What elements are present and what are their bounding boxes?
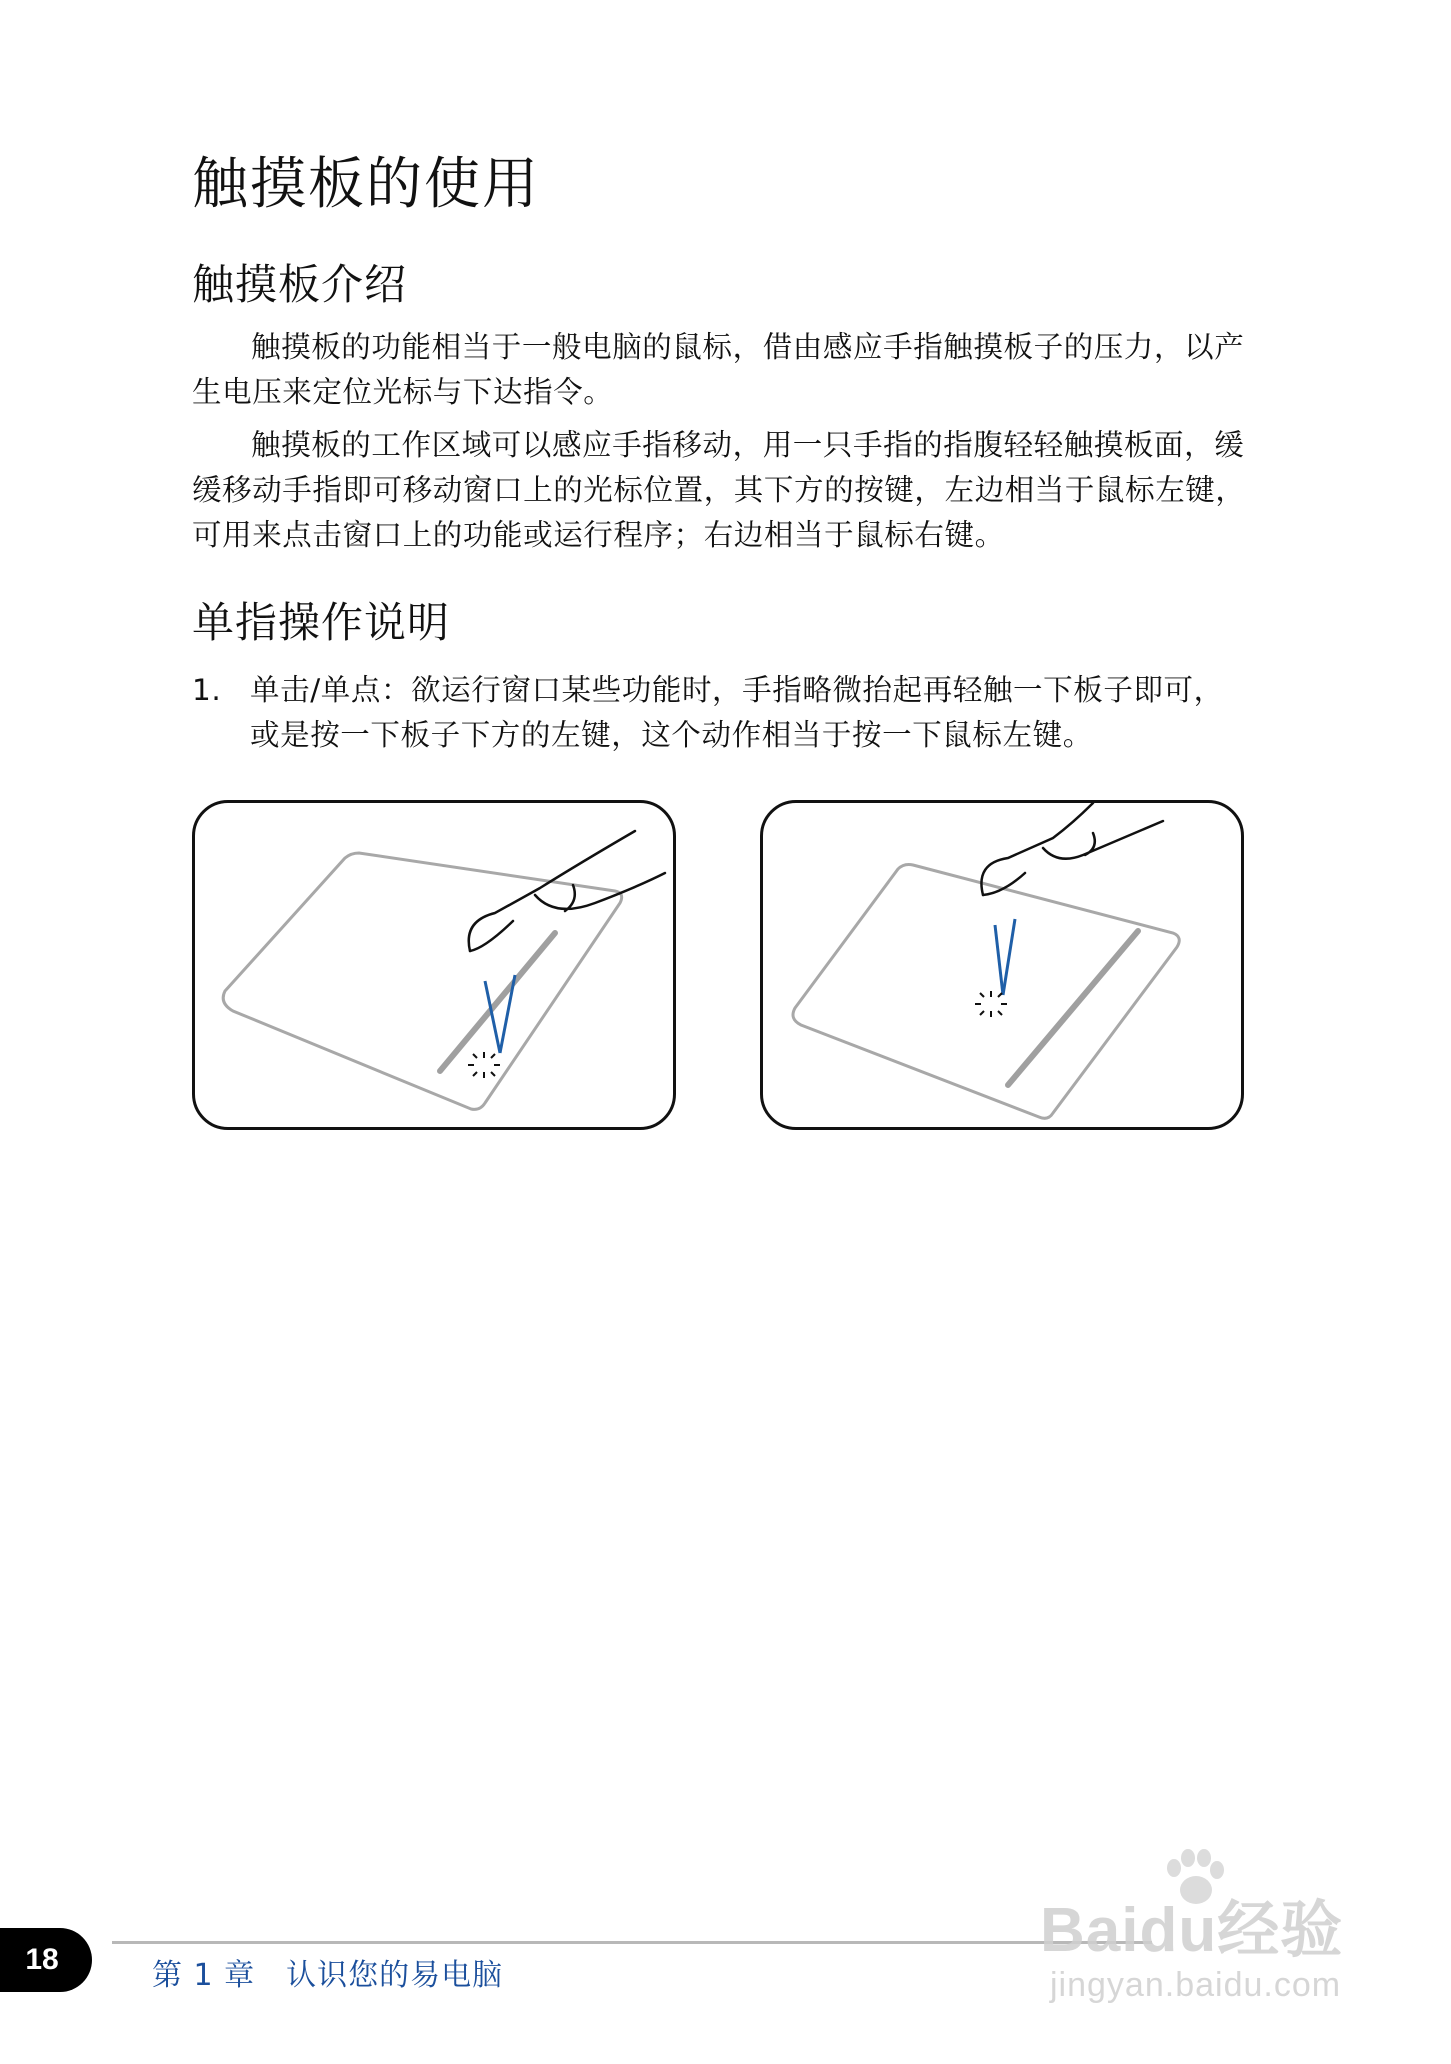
page-number-badge: 18 bbox=[0, 1928, 92, 1992]
list-item-number: 1. bbox=[192, 673, 222, 707]
footer-divider bbox=[112, 1941, 1152, 1944]
footer-chapter-title: 第 1 章 认识您的易电脑 bbox=[152, 1958, 504, 1993]
touchpad-tap-left-button-illustration bbox=[195, 803, 676, 1130]
intro-paragraph-2: 触摸板的工作区域可以感应手指移动，用一只手指的指腹轻轻触摸板面，缓缓移动手指即可移动窗口上的光标位置，其下方的按键，左边相当于鼠标左键，可用来点击窗口上的功能或运行程序；右边相当于鼠标右键。 bbox=[192, 428, 1246, 552]
tap-burst-icon bbox=[468, 1052, 500, 1078]
figure-touchpad-left-button bbox=[192, 800, 676, 1130]
baidu-watermark bbox=[1040, 1848, 1370, 2018]
figure-touchpad-surface-tap bbox=[760, 800, 1244, 1130]
section-heading-single-finger: 单指操作说明 bbox=[192, 598, 451, 647]
list-item-text: 单击/单点：欲运行窗口某些功能时，手指略微抬起再轻触一下板子即可，或是按一下板子下方的左键，这个动作相当于按一下鼠标左键。 bbox=[250, 673, 1224, 752]
watermark-brand: Baidu经验 bbox=[1040, 1896, 1344, 1965]
section-heading-intro: 触摸板介绍 bbox=[192, 260, 408, 309]
page-title: 触摸板的使用 bbox=[192, 152, 540, 217]
intro-paragraph-1: 触摸板的功能相当于一般电脑的鼠标，借由感应手指触摸板子的压力，以产生电压来定位光标与下达指令。 bbox=[192, 330, 1245, 409]
list-item bbox=[192, 668, 1252, 758]
watermark-url: jingyan.baidu.com bbox=[1050, 1966, 1342, 2004]
touchpad-tap-surface-illustration bbox=[763, 803, 1244, 1130]
